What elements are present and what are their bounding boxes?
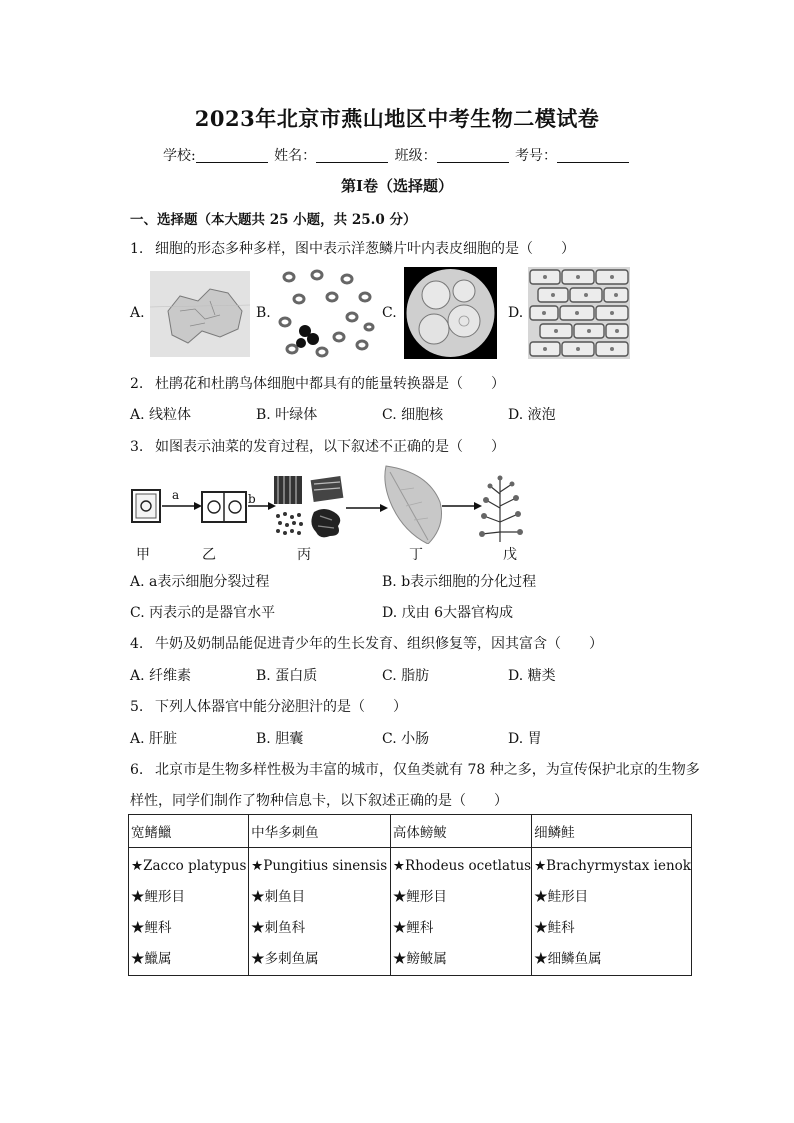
question-text: 北京市是生物多样性极为丰富的城市，仅鱼类就有 78 种之多，为宣传保护北京的生物多 [155, 762, 700, 778]
exam-no-blank[interactable] [557, 148, 629, 163]
school-blank[interactable] [196, 148, 268, 163]
option-a[interactable]: A. 线粒体 [130, 407, 192, 423]
card-line: ★刺鱼目 [251, 889, 306, 905]
question-text: 下列人体器官中能分泌胆汁的是（ ） [155, 699, 407, 715]
question-3 [130, 436, 505, 456]
table-header-row [129, 815, 692, 848]
option-b-image [277, 267, 375, 359]
species-card-4 [532, 848, 692, 976]
card-line: ★鲤形目 [392, 889, 447, 905]
class-blank[interactable] [437, 148, 509, 163]
card-line: ★鲤形目 [131, 889, 185, 905]
question-1-images [130, 265, 650, 361]
question-6 [130, 759, 700, 779]
option-a[interactable]: A. a表示细胞分裂过程 [130, 574, 270, 590]
table-header-cell: 细鳞鲑 [532, 815, 692, 848]
arrow-b-label: b [248, 492, 256, 506]
exam-title: 2023年北京市燕山地区中考生物二模试卷 [194, 106, 600, 131]
question-4 [130, 633, 603, 653]
name-label: 姓名： [274, 148, 317, 164]
card-line: ★鲤科 [392, 920, 434, 936]
option-c[interactable]: C. 小肠 [382, 731, 430, 747]
option-b[interactable]: B. 叶绿体 [256, 407, 318, 423]
stage-ding-label: 丁 [409, 547, 423, 563]
arrow-a-label: a [172, 488, 180, 502]
card-line: ★Rhodeus ocetlatus [392, 858, 532, 874]
question-number: 6. [130, 762, 144, 778]
table-header-cell: 中华多刺鱼 [249, 815, 391, 848]
option-b-label: B. [256, 305, 271, 321]
option-c[interactable]: C. 丙表示的是器官水平 [130, 605, 276, 621]
card-line: ★Zacco platypus [131, 858, 247, 874]
card-line: ★Brachyrmystax ienok [534, 858, 691, 874]
species-card-3 [390, 848, 531, 976]
option-c[interactable]: C. 脂肪 [382, 668, 430, 684]
question-2 [130, 373, 505, 393]
class-label: 班级： [394, 148, 437, 164]
species-info-table [128, 814, 692, 976]
question-number: 5. [130, 699, 144, 715]
question-number: 4. [130, 636, 144, 652]
option-b[interactable]: B. 蛋白质 [256, 668, 318, 684]
question-text: 牛奶及奶制品能促进青少年的生长发育、组织修复等，因其富含（ ） [155, 636, 603, 652]
option-d[interactable]: D. 糖类 [508, 668, 556, 684]
option-d[interactable]: D. 戊由 6大器官构成 [382, 605, 513, 621]
question-text-line2: 样性，同学们制作了物种信息卡，以下叙述正确的是（ ） [130, 793, 508, 809]
option-a-label: A. [130, 305, 145, 321]
table-header-cell: 宽鳍鱲 [129, 815, 249, 848]
option-b[interactable]: B. 胆囊 [256, 731, 304, 747]
stage-jia-label: 甲 [136, 547, 150, 563]
blood-cells-icon [277, 267, 375, 359]
species-card-1 [129, 848, 249, 976]
question-1 [130, 238, 575, 258]
card-line: ★鱲属 [131, 951, 172, 967]
question-6-continued [130, 790, 508, 810]
volume-heading: 第I卷（选择题） [340, 177, 454, 195]
question-number: 2. [130, 376, 144, 392]
question-number: 3. [130, 439, 144, 455]
option-c-image [404, 267, 497, 359]
card-line: ★Pungitius sinensis [251, 858, 388, 874]
development-process-icon [128, 462, 548, 544]
option-c-label: C. [382, 305, 397, 321]
card-line: ★鲑形目 [534, 889, 589, 905]
question-5 [130, 696, 407, 716]
stage-yi-label: 乙 [202, 547, 216, 563]
epidermis-cells-icon [150, 271, 250, 357]
question-text: 杜鹃花和杜鹃鸟体细胞中都具有的能量转换器是（ ） [155, 376, 505, 392]
card-line: ★鲑科 [534, 920, 575, 936]
option-d-image [528, 267, 630, 359]
table-row [129, 848, 692, 976]
card-line: ★细鳞鱼属 [534, 951, 602, 967]
development-diagram [128, 462, 548, 562]
school-label: 学校: [162, 148, 196, 164]
option-c[interactable]: C. 细胞核 [382, 407, 444, 423]
stage-bing-label: 丙 [297, 547, 311, 563]
card-line: ★鲤科 [131, 920, 172, 936]
card-line: ★鳑鲏属 [392, 951, 447, 967]
card-line: ★刺鱼科 [251, 920, 306, 936]
option-d[interactable]: D. 液泡 [508, 407, 556, 423]
question-text: 细胞的形态多种多样，图中表示洋葱鳞片叶内表皮细胞的是（ ） [155, 241, 575, 257]
table-header-cell: 高体鳑鲏 [390, 815, 531, 848]
option-a-image [150, 271, 250, 357]
option-d[interactable]: D. 胃 [508, 731, 542, 747]
question-text: 如图表示油菜的发育过程，以下叙述不正确的是（ ） [155, 439, 505, 455]
option-d-label: D. [508, 305, 524, 321]
stage-wu-label: 戊 [503, 547, 517, 563]
species-card-2 [249, 848, 391, 976]
exam-no-label: 考号： [515, 148, 558, 164]
name-blank[interactable] [316, 148, 388, 163]
question-number: 1. [130, 241, 144, 257]
section-heading: 一、选择题（本大题共 25 小题，共 25.0 分） [130, 212, 417, 228]
round-cells-microscope-icon [404, 267, 497, 359]
option-a[interactable]: A. 肝脏 [130, 731, 178, 747]
option-b[interactable]: B. b表示细胞的分化过程 [382, 574, 537, 590]
card-line: ★多刺鱼属 [251, 951, 319, 967]
option-a[interactable]: A. 纤维素 [130, 668, 192, 684]
onion-epidermis-cells-icon [528, 267, 630, 359]
student-info-line [0, 145, 794, 165]
